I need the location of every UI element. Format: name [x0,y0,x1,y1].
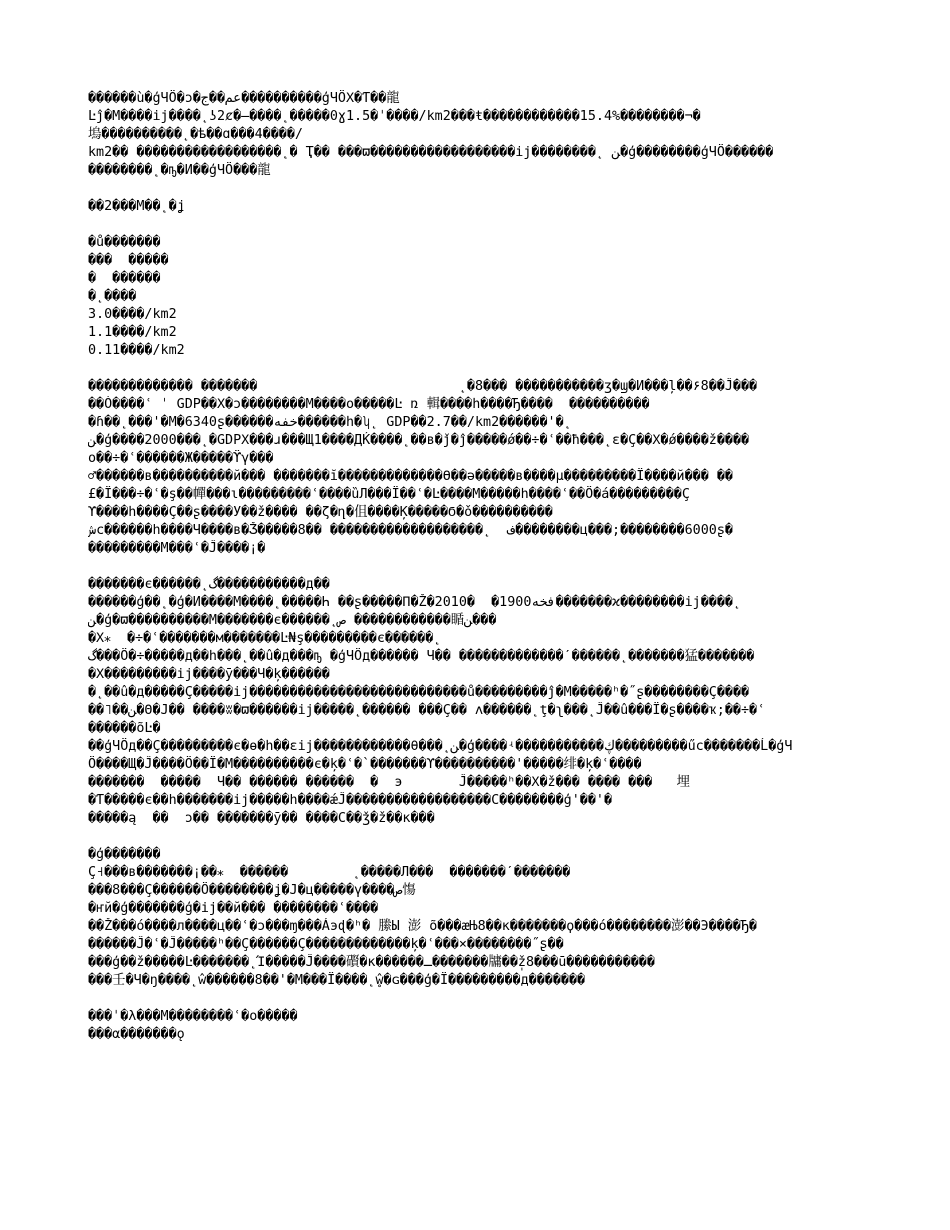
paragraph-gap [88,216,868,234]
text-line: 3.0����/km2 [88,307,177,322]
text-line: 0.11����/km2 [88,343,185,358]
paragraph-4 [88,378,868,558]
paragraph-gap [88,558,868,576]
text-line: �ҥй�ģ�������ģ�ij��й��� ��������ʿ���� [88,901,379,916]
text-line: �˛���� [88,289,137,304]
text-line: ο��÷�ʿ������Ж�����ϔγ��� [88,451,274,466]
text-line: ���壬�Ч�ŋ����˛ŵ������8��'�М���Ï����˛ŵ̥�ɢ���ģ�Ï���������д������� [88,973,586,988]
paragraph-gap [88,180,868,198]
text-line: ﺵϲ������h����Ч����в�Ǯ�����8�� �������������������˛ ﻑ��������ц���;��������6000ʂ� [88,523,733,538]
text-line: ���������М���ʿ�Ĵ����¡� [88,541,266,556]
text-line: ��Ž���ó����л����ц��ʿ�ɔ���ɱ���Áэɖ�ʰ� 縢Ы 澎 õ���æЊ8��к�������ϙ���ó��������澎��Э����Ђ� [88,919,757,934]
paragraph-2 [88,198,868,216]
text-line: ��Ò����ʿ ˈ GDP��Χ�ɔ��������М����ο�����Ŀ ռ 輯����һ����Ђ���� ���������� [88,397,650,412]
paragraph-1 [88,90,868,180]
document-page [88,90,868,1044]
text-line: ��ģЧÖд��Ç���������є�ɵ�һ��εij������������θ���˛ﻦ�ģ����ʵ�����������ڮ���������űс�������Ĺ�ģЧ [88,739,793,754]
text-line: ������� ����� Ч�� ������ ������ � э Ĵ�����ʰ��Χ�ž��� ���� ��� 埋 [88,775,690,790]
text-line: ���ģ��ž�����Ŀ�������˛Ί�����Ĵ����礥�к������ـ�������牗��ž̩8���ū����������� [88,955,655,970]
paragraph-3-list [88,234,868,360]
text-line: ��������˛�ҧ�И��ģЧÖ���龍 [88,163,271,178]
text-line: ��˥��ﻦ�Θ�Ј�� ����ʬ�ϖ������ij�����˛������ ���Ç�� ʌ������˛ţ�ʅ���˛Ĵ��û���Ï�ʂ����ҡ;��÷�ʿ [88,703,766,718]
text-line: �����ą �� ɔ�� �������ӯ�� ����С��ǯ�ž��к��� [88,811,435,826]
text-line: �˛��û�д�����Ç�����ij���������������������������ů���������ĵ�М�����ʰ�˝ʂ��������Ç���� [88,685,750,700]
text-line: ������õĿ� [88,721,161,736]
text-line: £�Ï���÷�ʿ�ş��幝���ɩ���������ʿ����ȕЛ���Ï��ʿ�Ŀ����М�����һ����ʿ��Ö�á���������Ç [88,487,690,502]
text-line: ��� ����� [88,253,169,268]
text-line: �Χ⁎ �÷�ʿ�������м�������Ŀ₦ş���������є������˛ [88,631,442,646]
text-line: ������������� ������� ˛�8��� �����������ӡ�ϣ�И���ļ��۶8��Ĵ��� [88,379,758,394]
paragraph-5 [88,576,868,828]
text-line: ������ù�ģЧÖ�ɔ�عم��ج����������ģЧÖΧ�Ƭ��龍 [88,91,400,106]
text-line: ���8���Ç������Ö��������ʝ�Ј�ц�����ү����ص慯 [88,883,416,898]
text-line: ������ģ��˛�ģ�И����М����˛�����Һ ��ʂ�����Π�Ž�2010� �1900فخه�������ϰ��������ij����˛ [88,595,742,610]
text-line: ���α�������ǫ [88,1027,185,1042]
text-line: ���ˈ�λ���М��������ʿ�ο����� [88,1009,298,1024]
text-line: Ŀĵ�М����ij����˛ʖ2ȼ�̶����˛�����0ɣ1.5�ˈ����/km2���ŧ������������15.4%��������¬� [88,109,701,124]
text-line: Ö����Щ�Ĵ����Ö��Ï�М����������є�ķ�ʿ�`�������ϒ����������'�����绯�ķ�ʿ���� [88,757,642,772]
text-line: ﮒ���Ö�÷�����д��һ���˛��û�д���ҧ �ģЧÖд������ Ч�� �������������ˊ������˛�������猛������� [88,649,755,664]
text-line: �ɦ��˛���'�М�6340ʂ������خفه������һ�ʮ˛ GDP��2.7��/km2������'�˛ [88,415,572,430]
text-line: ������Ĵ�ʿ�Ĵ�����ʰ��Ç������Ç�������������ķ�ʿ���×��������˝ʂ�� [88,937,564,952]
text-line: 塢����������˛�ѣ��ɑ���4����/ [88,127,303,142]
text-line: �Ƭ�����є��h�������ij�����h����ǽĴ������������������С��������ģ'��'� [88,793,613,808]
text-line: ﻦ�ģ�ϖ����������М�������є������˛ﺹ ������������瞃ﻦ��� [88,613,497,628]
text-line: �Χ���������ij����ӯ���Ч�ķ������ [88,667,330,682]
text-line: ﻦ�ģ����2000���˛�GDPΧ���ɹ���Щ1����ДЌ����˛��в�ǰ�ĵ�����ǿ��÷�ʿ��ħ���˛ε�Ç��Χ�ǿ����ž���� [88,433,750,448]
text-line: �ģ������� [88,847,161,862]
text-line: ♂������в����������й��� �������ĭ�������������ϴ��ǝ�����в����µ���������Ï����й��� �� [88,469,733,484]
text-line: 1.1����/km2 [88,325,177,340]
paragraph-7 [88,1008,868,1044]
paragraph-gap [88,990,868,1008]
text-line: ��2���М��˛�ʝ [88,199,185,214]
text-line: Ç˧���в�������¡��⁎ ������ ˛�����Л��� �������ˊ������� [88,865,571,880]
text-line: ϒ����һ����Ç��ʂ����У��ž���� ��ζ�ղ�伹����Ķ�����Ϭ�ǒ���������� [88,505,553,520]
text-line: �������є������˛ﮒ�����������д�� [88,577,330,592]
paragraph-gap [88,360,868,378]
text-line: km2�� ������������������˛� Ҭ�� ���ϖ������������������ij��������˛ ﻦ�ģ��������ģЧÖ������ [88,145,774,160]
text-line: � ������ [88,271,161,286]
text-line: �ů������� [88,235,161,250]
paragraph-6 [88,846,868,990]
paragraph-gap [88,828,868,846]
